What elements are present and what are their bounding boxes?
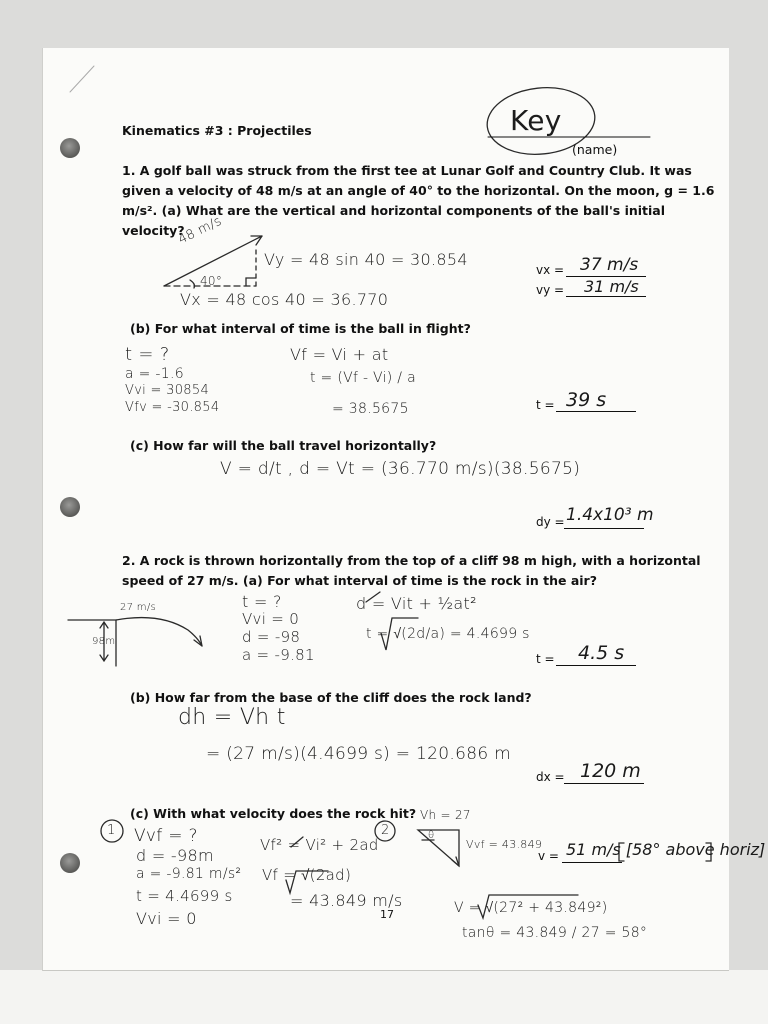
p2c-work-1: Vf² = Vi² + 2ad: [260, 836, 379, 854]
problem1-line4: velocity?: [122, 223, 185, 238]
p2c-given-2: d = -98m: [136, 846, 214, 865]
p2b-answer: 120 m: [580, 760, 641, 782]
p2c-work-2: Vf = √(2ad): [262, 866, 352, 884]
p2c-step2-work-1: V = √(27² + 43.849²): [454, 900, 608, 916]
p1-speed-label: 48 m/s: [176, 213, 225, 248]
p2c-vh-label: Vh = 27: [420, 808, 471, 822]
p1-vx-work: Vx = 48 cos 40 = 36.770: [180, 290, 389, 309]
vy-answer: 31 m/s: [584, 277, 639, 296]
problem2-line2: speed of 27 m/s. (a) For what interval of time is the rock in the air?: [122, 573, 597, 588]
p2a-given-3: d = -98: [242, 628, 301, 646]
problem1-line2: given a velocity of 48 m/s at an angle of 40° to the horizontal. On the moon, g = 1.6: [122, 183, 715, 198]
p1c-answer: 1.4x10³ m: [566, 505, 654, 525]
p1-angle-label: 40°: [200, 274, 223, 288]
worksheet-title: Kinematics #3 : Projectiles: [122, 123, 312, 138]
vx-label: vx =: [536, 263, 565, 277]
p2a-work-1: d = Vit + ½at²: [356, 594, 477, 613]
p1c-answer-label: dy =: [536, 515, 565, 529]
p2c-answer-label: v =: [538, 849, 559, 863]
p1b-given-2: a = -1.6: [125, 366, 184, 382]
problem1-line1: 1. A golf ball was struck from the first tee at Lunar Golf and Country Club. It was: [122, 163, 692, 178]
p2b-work-1: dh = Vh t: [178, 705, 286, 730]
p1b-work-2: t = (Vf - Vi) / a: [310, 370, 416, 386]
p2c-answer: 51 m/s [58° above horiz]: [566, 840, 766, 859]
p2c-question: (c) With what velocity does the rock hit?: [130, 806, 417, 821]
vy-label: vy =: [536, 283, 565, 297]
p1b-work-1: Vf = Vi + at: [290, 345, 389, 364]
p2a-work-2: t = √(2d/a) = 4.4699 s: [366, 626, 530, 642]
p1c-question: (c) How far will the ball travel horizontally?: [130, 438, 437, 453]
p2b-question: (b) How far from the base of the cliff does the rock land?: [130, 690, 532, 705]
p2a-given-1: t = ?: [242, 592, 282, 611]
p2-speed-label: 27 m/s: [120, 602, 157, 613]
rock-trajectory: [116, 618, 202, 646]
p1b-answer: 39 s: [566, 389, 607, 411]
p2a-answer: 4.5 s: [578, 642, 625, 664]
p2c-given-3: a = -9.81 m/s²: [136, 866, 242, 882]
name-label: (name): [572, 142, 618, 157]
p1c-work: V = d/t , d = Vt = (36.770 m/s)(38.5675): [220, 459, 581, 479]
p1b-question: (b) For what interval of time is the ball in flight?: [130, 321, 471, 336]
p1b-given-1: t = ?: [125, 344, 170, 365]
p1b-given-4: Vfv = -30.854: [125, 400, 220, 415]
circle-2-label: 2: [381, 823, 390, 838]
p2c-work-3: = 43.849 m/s: [290, 891, 403, 910]
p2a-given-2: Vvi = 0: [242, 610, 300, 628]
p1-vy-work: Vy = 48 sin 40 = 30.854: [264, 250, 468, 269]
p2c-theta-label: θ: [428, 830, 435, 841]
page-number: 17: [380, 908, 394, 921]
p2-height-label: 98m: [92, 636, 116, 647]
circle-1-label: 1: [107, 823, 116, 838]
p2c-given-5: Vvi = 0: [136, 909, 197, 928]
problem1-line3: m/s². (a) What are the vertical and horizontal components of the ball's initial: [122, 203, 666, 218]
p2b-work-2: = (27 m/s)(4.4699 s) = 120.686 m: [206, 744, 512, 764]
p1b-work-3: = 38.5675: [332, 401, 409, 417]
p2c-given-4: t = 4.4699 s: [136, 887, 233, 905]
p1b-answer-label: t =: [536, 398, 555, 412]
problem2-line1: 2. A rock is thrown horizontally from the top of a cliff 98 m high, with a horizontal: [122, 553, 701, 568]
p2a-answer-label: t =: [536, 652, 555, 666]
key-label: Key: [510, 104, 562, 137]
p1b-given-3: Vvi = 30854: [125, 383, 210, 398]
p2b-answer-label: dx =: [536, 770, 565, 784]
p2a-given-4: a = -9.81: [242, 646, 315, 664]
p2c-given-1: Vvf = ?: [134, 826, 198, 846]
p2c-vvf-label: Vvf = 43.849: [466, 838, 543, 851]
p2c-step2-work-2: tanθ = 43.849 / 27 = 58°: [462, 925, 648, 941]
vx-answer: 37 m/s: [580, 255, 639, 275]
